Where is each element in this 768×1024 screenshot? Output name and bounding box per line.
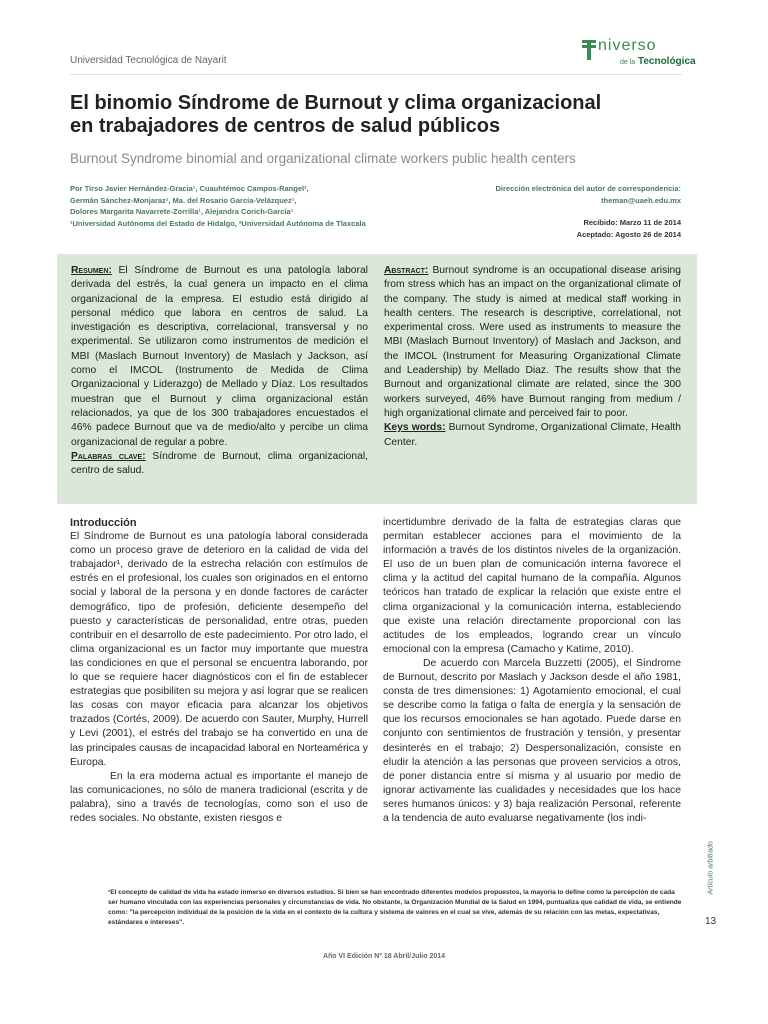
logo-mark-icon	[582, 40, 596, 60]
footnote: ¹El concepto de calidad de vida ha estado inmerso en diversos estudios. Si bien se han encontrado diferentes modelos propuestos, la mayoría lo define como la percepción de cada ser humano vinculada con las experiencias personales y circunstancias de vida. No obstante, la Organización Mundial de la Salud en 1994, puntualiza que calidad de vida, se entiende como: "la percepción individual de la posición de la vida en el contexto de la cultura y sistema de valores en el cual se vive, además de su relación con las metas, expectativas, estándares e intereses".	[108, 889, 682, 926]
body-column-left	[70, 516, 368, 826]
body-paragraph: incertidumbre derivado de la falta de estrategias claras que permitan establecer acciones para el movimiento de la información a través de los distintos niveles de la organización. El uso de un buen plan de comunicación interna favorece el clima y la actitud del capital humano de la compañía. Algunos teóricos han tratado de explicar la relación que existe entre el clima organizacional y la comunicación interna, estableciendo que existe una relación directamente proporcional con las actitudes de los empleados, logrando crear un vínculo emocional con la empresa (Camacho y Katime, 2010).	[383, 517, 681, 655]
contact-email[interactable]: theman@uaeh.edu.mx	[601, 195, 681, 205]
resumen-label: Resumen:	[71, 265, 112, 276]
author-list	[70, 183, 390, 229]
side-label: Artículo arbitrado	[707, 841, 715, 895]
article-dates	[440, 217, 681, 240]
keywords-text: Burnout Syndrome, Organizational Climate, Health Center.	[384, 422, 681, 448]
article-title: El binomio Síndrome de Burnout y clima organizacional en trabajadores de centros de salud públicos	[70, 92, 602, 137]
palabras-clave-label: Palabras clave:	[71, 450, 146, 462]
abstract-box	[57, 254, 697, 504]
abstract-label: Abstract:	[384, 265, 429, 276]
palabras-clave-text: Síndrome de Burnout, clima organizacional, centro de salud.	[71, 450, 368, 477]
resumen-text: El Síndrome de Burnout es una patología laboral derivada del estrés, la cual genera un impacto en el clima organizacional de la empresa. El estudio está dirigido al personal médico que labora en centros de salud. La investigación es descriptiva, correlacional, transversal y no experimental. Se utilizaron como instrumentos de medición el MBI (Maslach Burnout Inventory) de Maslach y Jackson, así como el IMCOL (Instrumento de Medida de Clima Organizacional y Liderazgo) de Mellado y Díaz. Los resultados muestran que el Burnout y clima organizacional están relacionados, ya que de los 300 trabajadores encuestados el 46% padece Burnout que va de medio/alto y percibe un clima organizacional de regular a pobre.	[71, 265, 368, 448]
article-subtitle: Burnout Syndrome binomial and organizational climate workers public health centers	[70, 151, 576, 166]
resumen-column	[71, 264, 368, 478]
body-column-right	[383, 516, 681, 826]
abstract-column	[384, 264, 681, 450]
contact-label: Dirección electrónica del autor de correspondencia:	[495, 184, 681, 193]
header-rule	[70, 74, 682, 75]
journal-logo	[582, 38, 707, 72]
body-paragraph: El Síndrome de Burnout es una patología laboral considerada como un proceso grave de deterioro en la calidad de vida del trabajador¹, derivado de la estrecha relación con estímulos de estrés en el profesional, los cuales son originados en el entorno social y laboral de la persona y en donde factores de carácter demográfico, tipo de profesión, deficiente desempeño del puesto y características de personalidad, entre otras, pueden contribuir en el desarrollo de este padecimiento. Por otro lado, el clima organizacional es un factor muy importante que muestra las condiciones en que el personal se encuentra laborando, por lo que se requiere hacer diagnósticos con el fin de establecer estrategias que posibiliten su mejora y así lograr que se realicen las cosas con mayor eficacia para alcanzar los objetivos trazados (Cortés, 2009). De acuerdo con Sauter, Murphy, Hurrell y Levi (2001), el estrés del trabajo se ha convertido en una de las principales causas de incapacidad laboral en Norteamérica y Europa.	[70, 531, 368, 768]
keywords-label: Keys words:	[384, 422, 446, 434]
affiliation-line: ¹Universidad Autónoma del Estado de Hidalgo, ²Universidad Autónoma de Tlaxcala	[70, 218, 366, 228]
institution-name: Universidad Tecnológica de Nayarit	[70, 55, 227, 66]
abstract-text: Burnout syndrome is an occupational disease arising from stress which has an impact on the organizational climate of the company. The study is aimed at medical staff working in health centers. The research is descriptive, correlational, not experimental cross. Were used as instruments to measure the MBI (Maslach Burnout Inventory) of Maslach and Jackson, and the IMCOL (Instrument for Measuring Organizational Climate and Leadership) by Mellado Diaz. The results show that the Burnout and organizational climate are related, since the 300 workers surveyed, 46% have Burnout ranging from medium / high organizational climate and perceived fair to poor.	[384, 265, 681, 419]
author-line: Por Tirso Javier Hernández-Gracia¹, Cuauhtémoc Campos-Rangel²,	[70, 184, 309, 193]
author-line: Dolores Margarita Navarrete-Zorrilla¹, Alejandra Corich-García¹	[70, 207, 294, 216]
section-heading: Introducción	[70, 517, 137, 529]
logo-word: niverso	[598, 37, 657, 54]
page-number: 13	[705, 916, 717, 927]
page-footer: Año VI Edición Nº 18 Abril/Julio 2014	[322, 953, 446, 960]
received-date: Recibido: Marzo 11 de 2014	[583, 218, 681, 227]
accepted-date: Aceptado: Agosto 26 de 2014	[576, 229, 681, 239]
body-paragraph: De acuerdo con Marcela Buzzetti (2005), el Síndrome de Burnout, descrito por Maslach y Jackson desde el año 1981, consta de tres dimensiones: 1) Agotamiento emocional, el cual se describe como la fatiga o falta de energía y la sensación de que los recursos emocionales se han agotado. Puede darse en conjunto con sentimientos de frustración y tensión, y presentar desinterés en el trabajo; 2) Despersonalización, consiste en eludir la atención a las personas que proveen servicios a otros, de poner distancia entre sí misma y al usuario por medio de ignorar activamente las cualidades y necesidades que los hace seres humanos únicos: y 3) baja realización Personal, referente a la tendencia de auto evaluarse negativamente (los indi-	[383, 657, 681, 824]
contact-info	[440, 183, 681, 206]
logo-sub: de la Tecnológica	[620, 56, 696, 67]
author-line: Germán Sánchez-Monjaraz¹, Ma. del Rosario García-Velázquez¹,	[70, 195, 297, 205]
body-paragraph: En la era moderna actual es importante el manejo de las comunicaciones, no sólo de manera tradicional (escrita y de palabra), sino a través de tecnologías, como son el uso de redes sociales. No obstante, existen riesgos e	[70, 770, 368, 824]
